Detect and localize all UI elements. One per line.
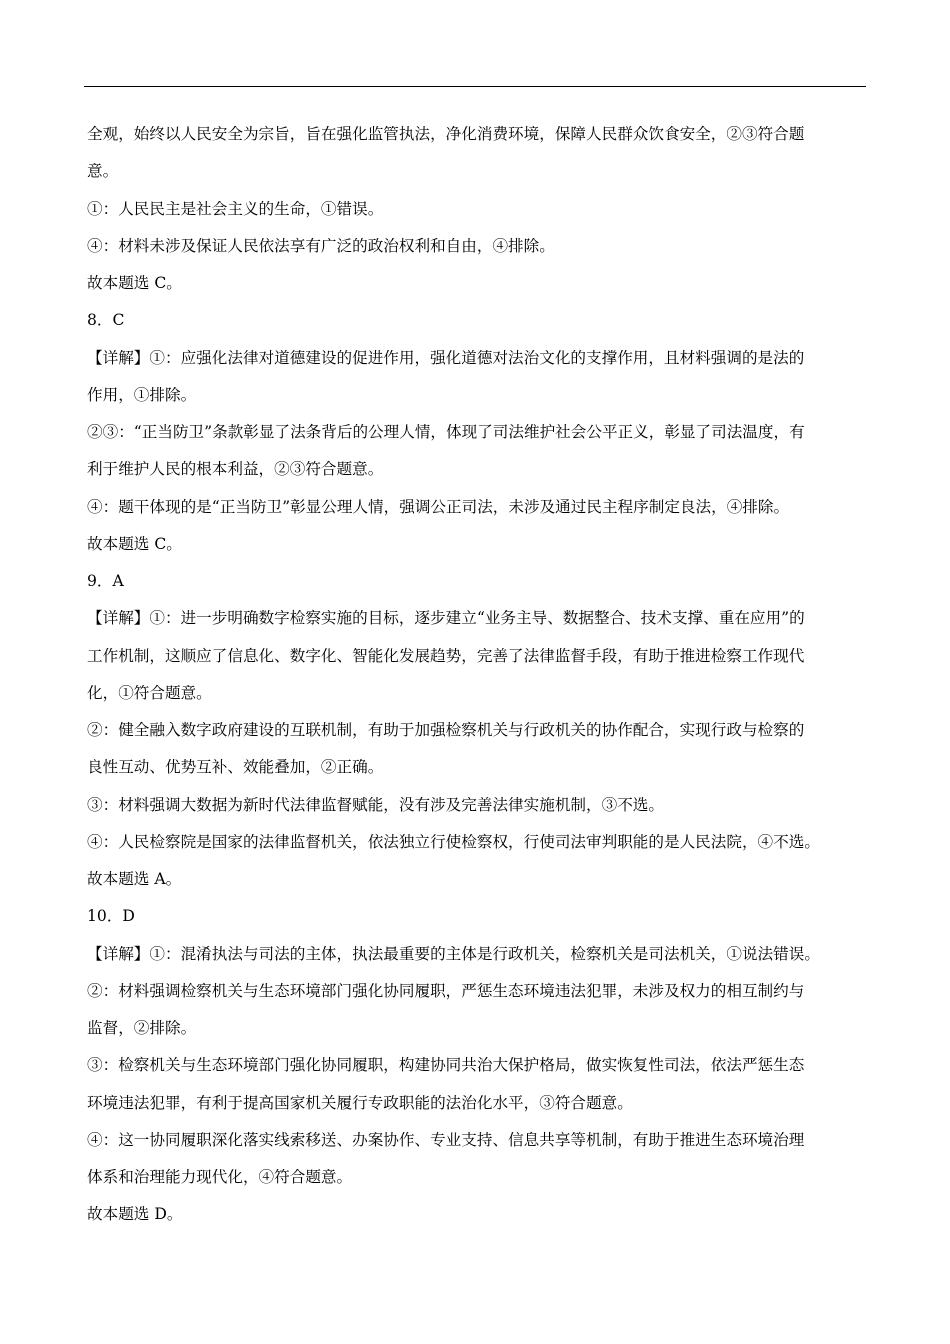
header-rule	[84, 86, 866, 87]
text-line: 体系和治理能力现代化，④符合题意。	[87, 1168, 353, 1186]
text-line: 8．C	[87, 311, 125, 330]
text-line: 利于维护人民的根本利益，②③符合题意。	[87, 460, 384, 479]
text-line: ①：人民民主是社会主义的生命，①错误。	[87, 199, 384, 218]
text-line: 监督，②排除。	[87, 1019, 197, 1037]
document-body	[87, 119, 867, 1237]
text-line: ②：健全融入数字政府建设的互联机制，有助于加强检察机关与行政机关的协作配合，实现行政与检察的	[87, 721, 805, 739]
text-line: 9．A	[87, 572, 124, 590]
text-line: 故本题选 D。	[87, 1205, 183, 1224]
text-line: 良性互动、优势互补、效能叠加，②正确。	[87, 758, 384, 777]
text-line: 10．D	[87, 907, 135, 926]
text-line: 环境违法犯罪，有利于提高国家机关履行专政职能的法治化水平，③符合题意。	[87, 1093, 633, 1112]
text-line: 【详解】①：进一步明确数字检察实施的目标，逐步建立“业务主导、数据整合、技术支撑、重在应用”的	[87, 609, 805, 628]
text-line: 【详解】①：混淆执法与司法的主体，执法最重要的主体是行政机关，检察机关是司法机关，①说法错误。	[87, 944, 820, 963]
text-line: 工作机制，这顺应了信息化、数字化、智能化发展趋势，完善了法律监督手段，有助于推进检察工作现代	[87, 646, 805, 665]
text-line: ④：材料未涉及保证人民依法享有广泛的政治权利和自由，④排除。	[87, 236, 555, 255]
text-line: ④：这一协同履职深化落实线索移送、办案协作、专业支持、信息共享等机制，有助于推进生态环境治理	[87, 1130, 805, 1149]
text-line: 全观，始终以人民安全为宗旨，旨在强化监管执法，净化消费环境，保障人民群众饮食安全，②③符合题	[87, 125, 805, 143]
text-line: 化，①符合题意。	[87, 683, 212, 702]
text-line: ②：材料强调检察机关与生态环境部门强化协同履职，严惩生态环境违法犯罪，未涉及权力的相互制约与	[87, 981, 805, 1000]
text-line: ④：人民检察院是国家的法律监督机关，依法独立行使检察权，行使司法审判职能的是人民法院，④不选。	[87, 832, 820, 851]
text-line: ③：材料强调大数据为新时代法律监督赋能，没有涉及完善法律实施机制，③不选。	[87, 795, 664, 814]
text-line: ②③：“正当防卫”条款彰显了法条背后的公理人情，体现了司法维护社会公平正义，彰显了司法温度，有	[87, 423, 805, 441]
text-line: ④：题干体现的是“正当防卫”彰显公理人情，强调公正司法，未涉及通过民主程序制定良法，④排除。	[87, 497, 790, 516]
text-line: 故本题选 C。	[87, 534, 182, 553]
text-line: 故本题选 A。	[87, 870, 182, 888]
text-line: 【详解】①：应强化法律对道德建设的促进作用，强化道德对法治文化的支撑作用，且材料强调的是法的	[87, 348, 805, 367]
text-line: 故本题选 C。	[87, 274, 182, 292]
text-line: 意。	[87, 162, 119, 181]
text-line: 作用，①排除。	[87, 385, 197, 404]
text-line: ③：检察机关与生态环境部门强化协同履职，构建协同共治大保护格局，做实恢复性司法，依法严惩生态	[87, 1056, 805, 1075]
